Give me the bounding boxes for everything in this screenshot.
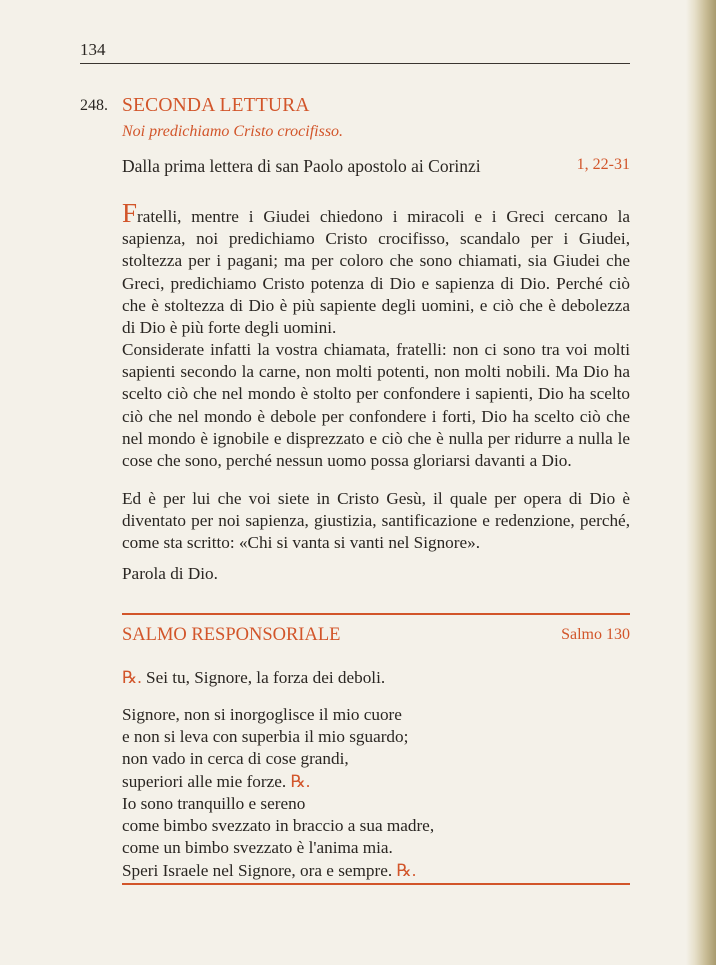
reading-paragraph-1 — [122, 198, 630, 339]
reading-title: SECONDA LETTURA — [122, 95, 310, 116]
reading-number: 248. — [80, 97, 108, 114]
stanza-line: non vado in cerca di cose grandi, — [122, 749, 349, 769]
stanza-line: e non si leva con superbia il mio sguardo; — [122, 727, 409, 747]
psalm-reference: Salmo 130 — [561, 626, 630, 643]
page-number: 134 — [80, 40, 106, 59]
response-symbol: ℞. — [122, 668, 142, 687]
reading-subtitle: Noi predichiamo Cristo crocifisso. — [122, 123, 344, 140]
reading-paragraph-2: Considerate infatti la vostra chiamata, fratelli: non ci sono tra voi molti sapienti secondo la carne, non molti potenti, non molti nobili. Ma Dio ha scelto ciò che nel mondo è stolto per confondere i sapienti, Dio ha scelto ciò che nel mondo è debole per confondere i forti, Dio ha scelto ciò che nel mondo è ignobile e disprezzato e ciò che è nulla per ridurre a nulla le cose che sono, perché nessun uomo possa gloriarsi davanti a Dio. — [122, 340, 630, 471]
paragraph-text: ratelli, mentre i Giudei chiedono i miracoli e i Greci cercano la sapienza, noi predichiamo Cristo crocifisso, scandalo per i Giudei, stoltezza per i pagani; ma per coloro che sono chiamati, sia Giudei che Greci, predichiamo Cristo potenza di Dio e sapienza di Dio. Perché ciò che è stoltezza di Dio è più sapiente degli uomini, e ciò che è debolezza di Dio è più forte degli uomini. — [122, 207, 630, 338]
response-symbol: ℞. — [290, 771, 311, 791]
stanza-line-text: superiori alle mie forze. — [122, 771, 287, 791]
drop-cap: F — [122, 198, 138, 228]
stanza-line: come bimbo svezzato in braccio a sua madre, — [122, 816, 435, 836]
response-text: Sei tu, Signore, la forza dei deboli. — [146, 668, 386, 687]
bottom-divider — [122, 883, 630, 885]
response-symbol: ℞. — [396, 860, 417, 880]
psalm-stanza-1 — [122, 704, 630, 793]
stanza-line-text: Speri Israele nel Signore, ora e sempre. — [122, 860, 393, 880]
stanza-line-last — [122, 771, 630, 793]
psalm-response — [122, 667, 630, 689]
stanza-line: Io sono tranquillo e sereno — [122, 794, 306, 813]
reading-closing: Parola di Dio. — [122, 564, 218, 583]
stanza-line: Signore, non si inorgoglisce il mio cuore — [122, 705, 402, 724]
stanza-line-last — [122, 860, 630, 882]
stanza-line: come un bimbo svezzato è l'anima mia. — [122, 838, 393, 858]
book-spine-edge — [686, 0, 716, 965]
header-rule — [80, 63, 630, 64]
reading-reference: 1, 22-31 — [576, 156, 630, 173]
section-divider — [122, 613, 630, 615]
psalm-stanza-2 — [122, 793, 630, 882]
reading-paragraph-3: Ed è per lui che voi siete in Cristo Gesù, il quale per opera di Dio è diventato per noi sapienza, giustizia, santificazione e redenzione, perché, come sta scritto: «Chi si vanta si vanti nel Signore». — [122, 489, 630, 553]
psalm-title: SALMO RESPONSORIALE — [122, 625, 341, 645]
reading-source: Dalla prima lettera di san Paolo apostolo ai Corinzi — [122, 156, 481, 176]
